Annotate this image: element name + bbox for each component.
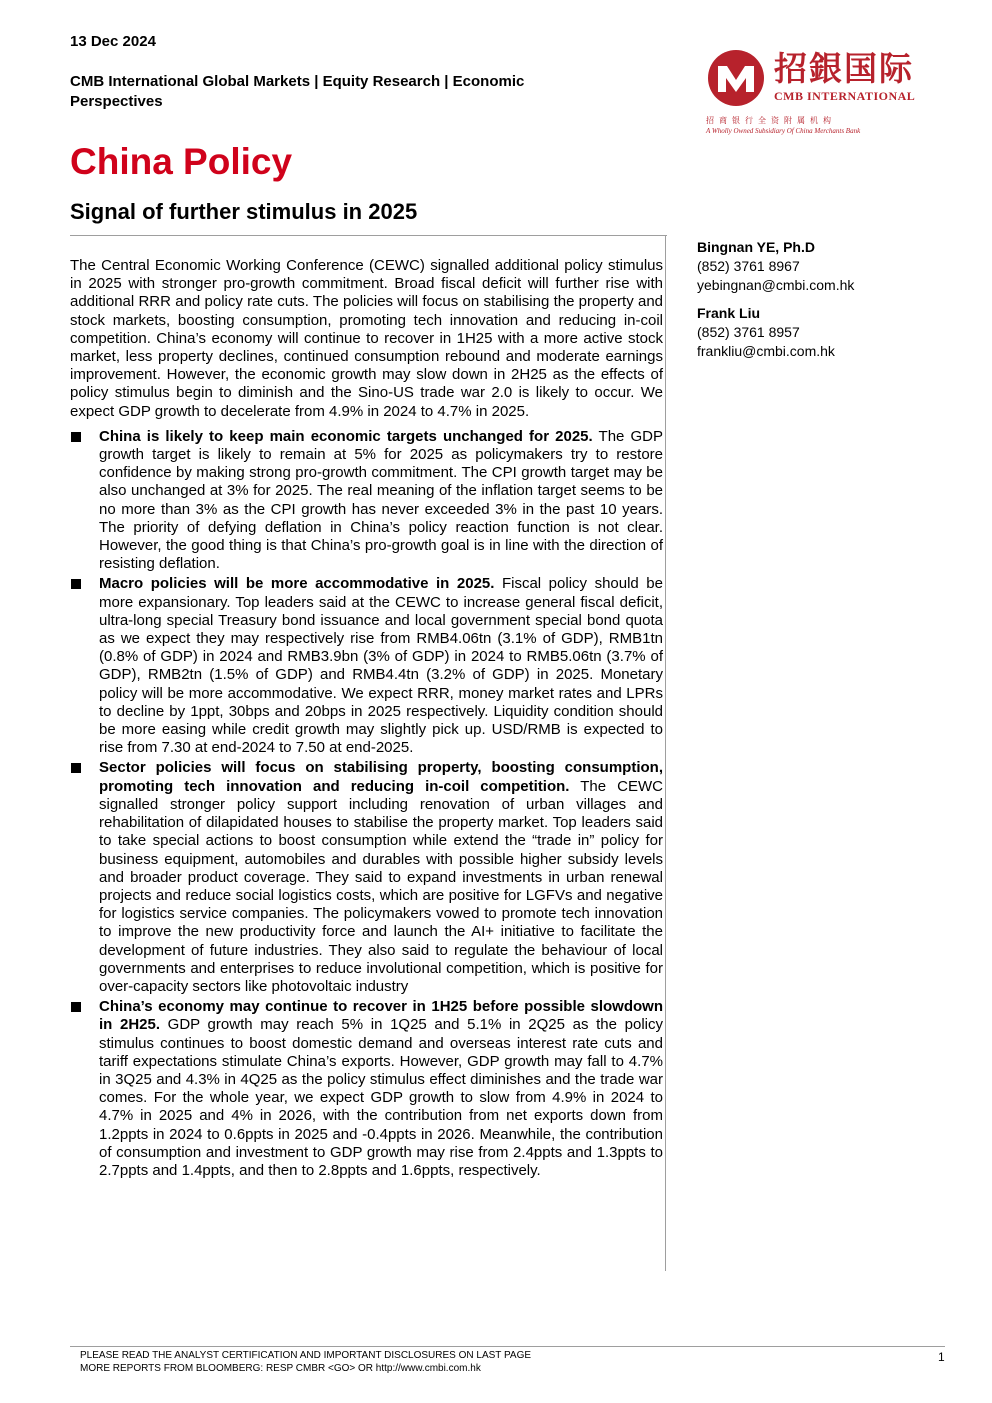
column-divider xyxy=(665,235,666,1271)
bullet-lead: Sector policies will focus on stabilising property, boosting consumption, promoting tech innovation and reducing in-coil competition. xyxy=(99,759,663,795)
report-body xyxy=(70,257,663,1182)
footer-disclaimer xyxy=(80,1349,531,1375)
bullet-lead: Macro policies will be more accommodative in 2025. xyxy=(99,575,495,593)
analyst-name: Bingnan YE, Ph.D xyxy=(697,239,815,255)
footer-divider xyxy=(70,1346,945,1347)
analyst-phone: (852) 3761 8957 xyxy=(697,324,800,340)
header-divider xyxy=(70,235,667,236)
publisher-line: CMB International Global Markets | Equity Research | Economic Perspectives xyxy=(70,73,525,110)
bullet-square-icon xyxy=(71,579,81,589)
key-points-list xyxy=(70,428,663,1180)
cmb-logo-icon xyxy=(706,48,766,108)
bullet-square-icon xyxy=(71,763,81,773)
analyst-phone: (852) 3761 8967 xyxy=(697,258,800,274)
list-item xyxy=(70,759,663,996)
company-logo xyxy=(706,48,928,138)
analyst-card xyxy=(697,238,947,295)
analyst-card xyxy=(697,304,947,361)
page-number: 1 xyxy=(938,1350,945,1364)
logo-chinese-name: 招銀国际 xyxy=(774,49,914,88)
bullet-lead: China’s economy may continue to recover in 1H25 before possible slowdown in 2H25. xyxy=(99,998,663,1034)
footer-line-disclosures: PLEASE READ THE ANALYST CERTIFICATION AND IMPORTANT DISCLOSURES ON LAST PAGE xyxy=(80,1350,532,1361)
logo-chinese-subtitle: 招商银行全资附属机构 xyxy=(706,116,836,125)
analyst-email[interactable]: frankliu@cmbi.com.hk xyxy=(697,343,835,359)
report-date: 13 Dec 2024 xyxy=(70,33,156,50)
bullet-lead: China is likely to keep main economic targets unchanged for 2025. xyxy=(99,427,593,445)
summary-paragraph: The Central Economic Working Conference (CEWC) signalled additional policy stimulus in 2025 with stronger pro-growth commitment. Broad fiscal deficit will further rise with additional RRR and policy rate cuts. The policies will focus on stabilising the property and stock markets, boosting consumption, promoting tech innovation and reducing in-coil competition. China’s economy will continue to recover in 1H25 with a more active stock market, less property declines, continued consumption rebound and moderate earnings improvement. However, the economic growth may slow down in 2H25 as the effects of policy stimulus begin to diminish and the Sino-US trade war 2.0 is likely to occur. We expect GDP growth to decelerate from 4.9% in 2024 to 4.7% in 2025. xyxy=(70,257,663,420)
bullet-square-icon xyxy=(71,432,81,442)
page-subtitle: Signal of further stimulus in 2025 xyxy=(70,199,418,224)
bullet-text: The CEWC signalled stronger policy support including renovation of urban villages and rehabilitation of dilapidated houses to stabilise the property market. Top leaders said to take special actions to boost consumption while extend the “trade in” policy for business equipment, automobiles and durables with possible higher subsidy levels and broader product coverage. They said to expand investments in urban renewal projects and reduce social logistics costs, which are positive for LGFVs and negative for logistics service companies. The policymakers vowed to promote tech innovation to improve the new productivity force and launch the AI+ initiative to facilitate the development of future industries. They also said to regulate the behaviour of local governments and enterprises to reduce involutional competition, which is positive for over-capacity sectors like photovoltaic industry xyxy=(99,777,663,995)
bullet-text: GDP growth may reach 5% in 1Q25 and 5.1% in 2Q25 as the policy stimulus continues to boost domestic demand and overseas interest rate cuts and tariff expectations stimulate China’s exports. However, GDP growth may fall to 4.7% in 3Q25 and 4.3% in 4Q25 as the policy stimulus effect diminishes and the trade war comes. For the whole year, we expect GDP growth to slow from 4.9% in 2024 to 4.7% in 2025 and 4% in 2026, with the contribution from net exports down from 1.2ppts in 2024 to 0.6ppts in 2025 and -0.4ppts in 2026. Meanwhile, the contribution of consumption and investment to GDP growth may rise from 2.4ppts and 1.3ppts to 2.7ppts and 1.4ppts, and then to 2.8ppts and 1.6ppts, respectively. xyxy=(99,1016,663,1179)
bullet-square-icon xyxy=(71,1002,81,1012)
analyst-panel xyxy=(697,238,947,370)
list-item xyxy=(70,428,663,574)
footer-line-bloomberg[interactable]: MORE REPORTS FROM BLOOMBERG: RESP CMBR <GO> OR http://www.cmbi.com.hk xyxy=(80,1363,481,1374)
logo-english-name: CMB INTERNATIONAL xyxy=(774,89,916,103)
bullet-text: Fiscal policy should be more expansionary. Top leaders said at the CEWC to increase general fiscal deficit, ultra-long special Treasury bond issuance and local government special bond quota as we expect they may respectively rise from RMB4.06tn (3.1% of GDP), RMB1tn (0.8% of GDP) in 2024 and RMB3.9bn (3% of GDP) in 2024 to RMB5.06tn (3.7% of GDP), RMB2tn (1.5% of GDP) and RMB4.4tn (3.2% of GDP) in 2025. Monetary policy will be more accommodative. We expect RRR, money market rates and LPRs to decline by 1ppt, 30bps and 20bps in 2025 respectively. Liquidity condition should be more easing while credit growth may slightly pick up. USD/RMB is expected to rise from 7.30 at end-2024 to 7.50 at end-2025. xyxy=(99,575,663,757)
list-item xyxy=(70,998,663,1180)
analyst-email[interactable]: yebingnan@cmbi.com.hk xyxy=(697,277,855,293)
analyst-name: Frank Liu xyxy=(697,305,761,321)
list-item xyxy=(70,575,663,757)
page-title: China Policy xyxy=(70,141,293,182)
bullet-text: The GDP growth target is likely to remain at 5% for 2025 as policymakers try to restore confidence by making strong pro-growth commitment. The CPI growth target may be also unchanged at 3% for 2025. The real meaning of the inflation target seems to be no more than 3% as the CPI growth has never exceeded 3% in the past 10 years. The priority of defying deflation in China’s policy reaction function is not clear. However, the good thing is that China’s pro-growth goal is in line with the direction of resisting deflation. xyxy=(99,427,663,573)
logo-tagline: A Wholly Owned Subsidiary Of China Merchants Bank xyxy=(706,127,861,135)
